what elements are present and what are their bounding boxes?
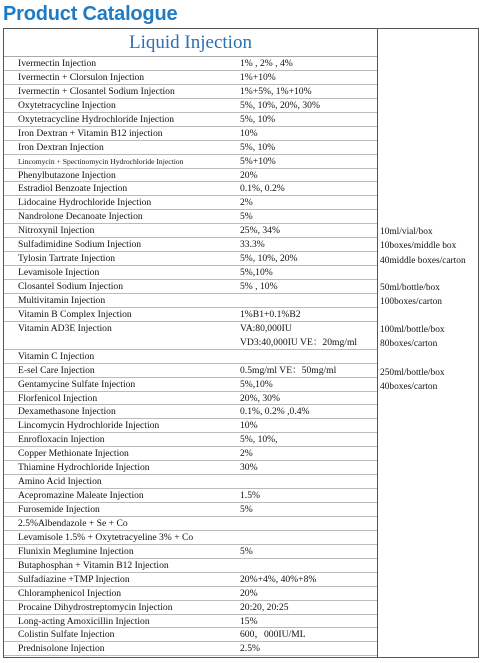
- packing-group: [380, 323, 445, 352]
- product-concentration: [240, 642, 260, 655]
- table-row: [4, 308, 377, 322]
- product-name: Oxytetracycline Hydrochloride Injection: [18, 113, 175, 125]
- product-concentration: [240, 573, 316, 586]
- product-name: Lidocaine Hydrochloride Injection: [18, 197, 152, 209]
- table-row: [4, 141, 377, 155]
- concentration-line: 5%, 10%,: [240, 434, 278, 446]
- product-concentration: [240, 266, 273, 279]
- product-column: [4, 29, 378, 657]
- product-concentration: [240, 113, 275, 126]
- concentration-line: 5%: [240, 545, 253, 557]
- concentration-line: 20:20, 20:25: [240, 601, 289, 613]
- table-row: [4, 392, 377, 406]
- table-row: [4, 99, 377, 113]
- table-row: [4, 350, 377, 364]
- concentration-line: 5%: [240, 211, 253, 223]
- table-row: [4, 322, 377, 350]
- product-name: Butaphosphan + Vitamin B12 Injection: [18, 559, 169, 571]
- concentration-line: 5%,10%: [240, 378, 273, 390]
- concentration-line: 20%: [240, 169, 258, 181]
- table-row: [4, 573, 377, 587]
- product-concentration: [240, 405, 310, 418]
- product-name: 2.5%Albendazole + Se + Co: [18, 517, 128, 529]
- product-name: Chloramphenicol Injection: [18, 587, 122, 599]
- concentration-line: 1%+10%: [240, 71, 276, 83]
- product-name: Lincomycin Hydrochloride Injection: [18, 420, 160, 432]
- product-name: Vitamin C Injection: [18, 350, 95, 362]
- product-concentration: [240, 196, 253, 209]
- packing-line: 40boxes/carton: [380, 382, 438, 393]
- product-name: Estradiol Benzoate Injection: [18, 183, 128, 195]
- concentration-line: 20%, 30%: [240, 392, 280, 404]
- product-name: Closantel Sodium Injection: [18, 281, 123, 292]
- product-name: Iron Dextran Injection: [18, 141, 104, 153]
- product-concentration: [240, 615, 258, 628]
- product-rows: [4, 57, 377, 656]
- packing-line: 10ml/vial/box: [380, 227, 433, 237]
- product-name: Sulfadimidine Sodium Injection: [18, 239, 142, 251]
- concentration-line: 20%+4%, 40%+8%: [240, 573, 317, 585]
- concentration-line: 5%: [240, 504, 253, 516]
- product-name: Phenylbutazone Injection: [18, 169, 116, 181]
- packing-column: [378, 29, 478, 657]
- product-concentration: [240, 364, 336, 377]
- product-name: Levamisole 1.5% + Oxytetracyeline 3% + Co: [18, 531, 194, 543]
- table-row: [4, 433, 377, 447]
- table-row: [4, 238, 377, 252]
- product-concentration: [240, 489, 260, 502]
- table-row: [4, 587, 377, 601]
- table-row: [4, 615, 377, 629]
- table-row: [4, 364, 377, 378]
- product-name: Thiamine Hydrochloride Injection: [18, 462, 150, 474]
- concentration-line: 0.1%, 0.2% ,0.4%: [240, 406, 310, 418]
- table-row: [4, 489, 377, 503]
- concentration-line: 1% , 2% , 4%: [240, 58, 293, 69]
- product-concentration: [240, 628, 306, 641]
- concentration-line: 5%, 10%: [240, 113, 276, 125]
- concentration-line: 25%, 34%: [240, 225, 280, 237]
- table-row: [4, 601, 377, 615]
- concentration-line: 5%,10%: [240, 267, 273, 279]
- packing-group: [380, 281, 442, 310]
- product-concentration: [240, 322, 357, 350]
- product-concentration: [240, 224, 280, 237]
- concentration-line: 20%: [240, 587, 258, 599]
- concentration-line: 5%, 10%: [240, 141, 276, 153]
- product-concentration: [240, 99, 320, 112]
- table-row: [4, 71, 377, 85]
- packing-line: 80boxes/carton: [380, 339, 438, 350]
- concentration-line: 5%, 10%, 20%: [240, 253, 298, 265]
- packing-line: 100boxes/carton: [380, 297, 442, 308]
- product-name: Enrofloxacin Injection: [18, 434, 105, 446]
- product-name: Furosemide Injection: [18, 504, 100, 516]
- product-concentration: [240, 169, 258, 182]
- product-concentration: [240, 252, 298, 265]
- product-name: Levamisole Injection: [18, 267, 100, 279]
- product-concentration: [240, 308, 301, 321]
- page-title: Product Catalogue: [3, 3, 178, 25]
- catalogue-table: [3, 28, 479, 658]
- table-row: [4, 447, 377, 461]
- product-name: Lincomycin + Spectinomycin Hydrochloride Injection: [18, 156, 184, 166]
- table-row: [4, 155, 377, 169]
- table-row: [4, 252, 377, 266]
- packing-group: [380, 366, 445, 395]
- product-name: Oxytetracycline Injection: [18, 99, 116, 111]
- concentration-line: 0.5mg/ml VE：50mg/ml: [240, 364, 337, 376]
- table-row: [4, 378, 377, 392]
- table-row: [4, 405, 377, 419]
- packing-line: 250ml/bottle/box: [380, 368, 445, 378]
- product-name: Iron Dextran + Vitamin B12 injection: [18, 127, 163, 139]
- product-concentration: [240, 182, 285, 195]
- product-concentration: [240, 378, 273, 391]
- table-row: [4, 461, 377, 475]
- packing-line: 40middle boxes/carton: [380, 255, 466, 266]
- table-row: [4, 182, 377, 196]
- product-name: Acepromazine Maleate Injection: [18, 490, 144, 502]
- product-name: Flunixin Meglumine Injection: [18, 545, 134, 557]
- table-row: [4, 294, 377, 308]
- product-name: Nitroxynil Injection: [18, 225, 95, 237]
- concentration-line: 1%+5%, 1%+10%: [240, 85, 312, 97]
- table-row: [4, 475, 377, 489]
- table-row: [4, 503, 377, 517]
- table-row: [4, 280, 377, 294]
- product-name: Florfenicol Injection: [18, 392, 98, 404]
- product-concentration: [240, 127, 258, 140]
- product-name: Multivitamin Injection: [18, 294, 106, 306]
- concentration-line: 1%B1+0.1%B2: [240, 308, 301, 320]
- concentration-line: 33.3%: [240, 239, 265, 251]
- concentration-line: 2%: [240, 448, 253, 460]
- concentration-line: 5%, 10%, 20%, 30%: [240, 99, 320, 111]
- table-row: [4, 517, 377, 531]
- product-concentration: [240, 71, 276, 84]
- product-name: Colistin Sulfate Injection: [18, 629, 115, 641]
- concentration-line: 15%: [240, 615, 258, 627]
- product-concentration: [240, 85, 312, 98]
- table-row: [4, 628, 377, 642]
- table-row: [4, 169, 377, 183]
- packing-line: 100ml/bottle/box: [380, 325, 445, 335]
- product-name: Long-acting Amoxicillin Injection: [18, 615, 150, 627]
- table-row: [4, 196, 377, 210]
- concentration-line: 10%: [240, 420, 258, 432]
- table-row: [4, 419, 377, 433]
- product-name: Sulfadiazine +TMP Injection: [18, 573, 130, 585]
- table-row: [4, 85, 377, 99]
- product-name: Ivermectin Injection: [18, 58, 97, 69]
- product-name: Amino Acid Injection: [18, 476, 102, 488]
- product-name: Vitamin B Complex Injection: [18, 308, 132, 320]
- concentration-line: 5%+10%: [240, 155, 276, 167]
- concentration-line: VD3:40,000IU VE：20mg/ml: [240, 336, 358, 348]
- packing-line: 10boxes/middle box: [380, 241, 457, 252]
- concentration-line: 30%: [240, 462, 258, 474]
- table-row: [4, 642, 377, 656]
- product-concentration: [240, 141, 275, 154]
- concentration-line: 2.5%: [240, 643, 260, 655]
- product-name: Ivermectin + Closantel Sodium Injection: [18, 85, 175, 97]
- table-row: [4, 57, 377, 71]
- table-row: [4, 210, 377, 224]
- product-concentration: [240, 155, 276, 168]
- product-name: Nandrolone Decanoate Injection: [18, 211, 143, 223]
- product-name: Procaine Dihydrostreptomycin Injection: [18, 601, 173, 613]
- product-concentration: [240, 280, 278, 293]
- concentration-line: 0.1%, 0.2%: [240, 183, 285, 195]
- product-concentration: [240, 238, 265, 251]
- section-title: Liquid Injection: [4, 29, 377, 57]
- product-concentration: [240, 461, 258, 474]
- concentration-line: 600，000IU/ML: [240, 629, 306, 641]
- packing-group: [380, 225, 466, 268]
- product-concentration: [240, 447, 253, 460]
- table-row: [4, 545, 377, 559]
- table-row: [4, 559, 377, 573]
- table-row: [4, 531, 377, 545]
- product-concentration: [240, 587, 258, 600]
- concentration-line: 5% , 10%: [240, 281, 278, 292]
- product-concentration: [240, 210, 253, 223]
- product-name: Tylosin Tartrate Injection: [18, 253, 116, 265]
- table-row: [4, 113, 377, 127]
- packing-line: 50ml/bottle/box: [380, 283, 440, 293]
- product-concentration: [240, 433, 278, 446]
- product-name: Prednisolone Injection: [18, 643, 105, 655]
- product-name: Gentamycine Sulfate Injection: [18, 378, 136, 390]
- product-concentration: [240, 503, 253, 516]
- product-concentration: [240, 419, 258, 432]
- concentration-line: 2%: [240, 197, 253, 209]
- product-name: Dexamethasone Injection: [18, 406, 116, 418]
- product-concentration: [240, 392, 280, 405]
- product-name: E-sel Care Injection: [18, 364, 95, 376]
- product-name: Ivermectin + Clorsulon Injection: [18, 71, 145, 83]
- product-name: Vitamin AD3E Injection: [18, 322, 112, 334]
- product-concentration: [240, 545, 253, 558]
- concentration-line: VA:80,000IU: [240, 322, 292, 334]
- table-row: [4, 127, 377, 141]
- concentration-line: 1.5%: [240, 490, 260, 502]
- table-row: [4, 224, 377, 238]
- product-name: Copper Methionate Injection: [18, 448, 129, 460]
- concentration-line: 10%: [240, 127, 258, 139]
- table-row: [4, 266, 377, 280]
- product-concentration: [240, 57, 293, 70]
- product-concentration: [240, 601, 289, 614]
